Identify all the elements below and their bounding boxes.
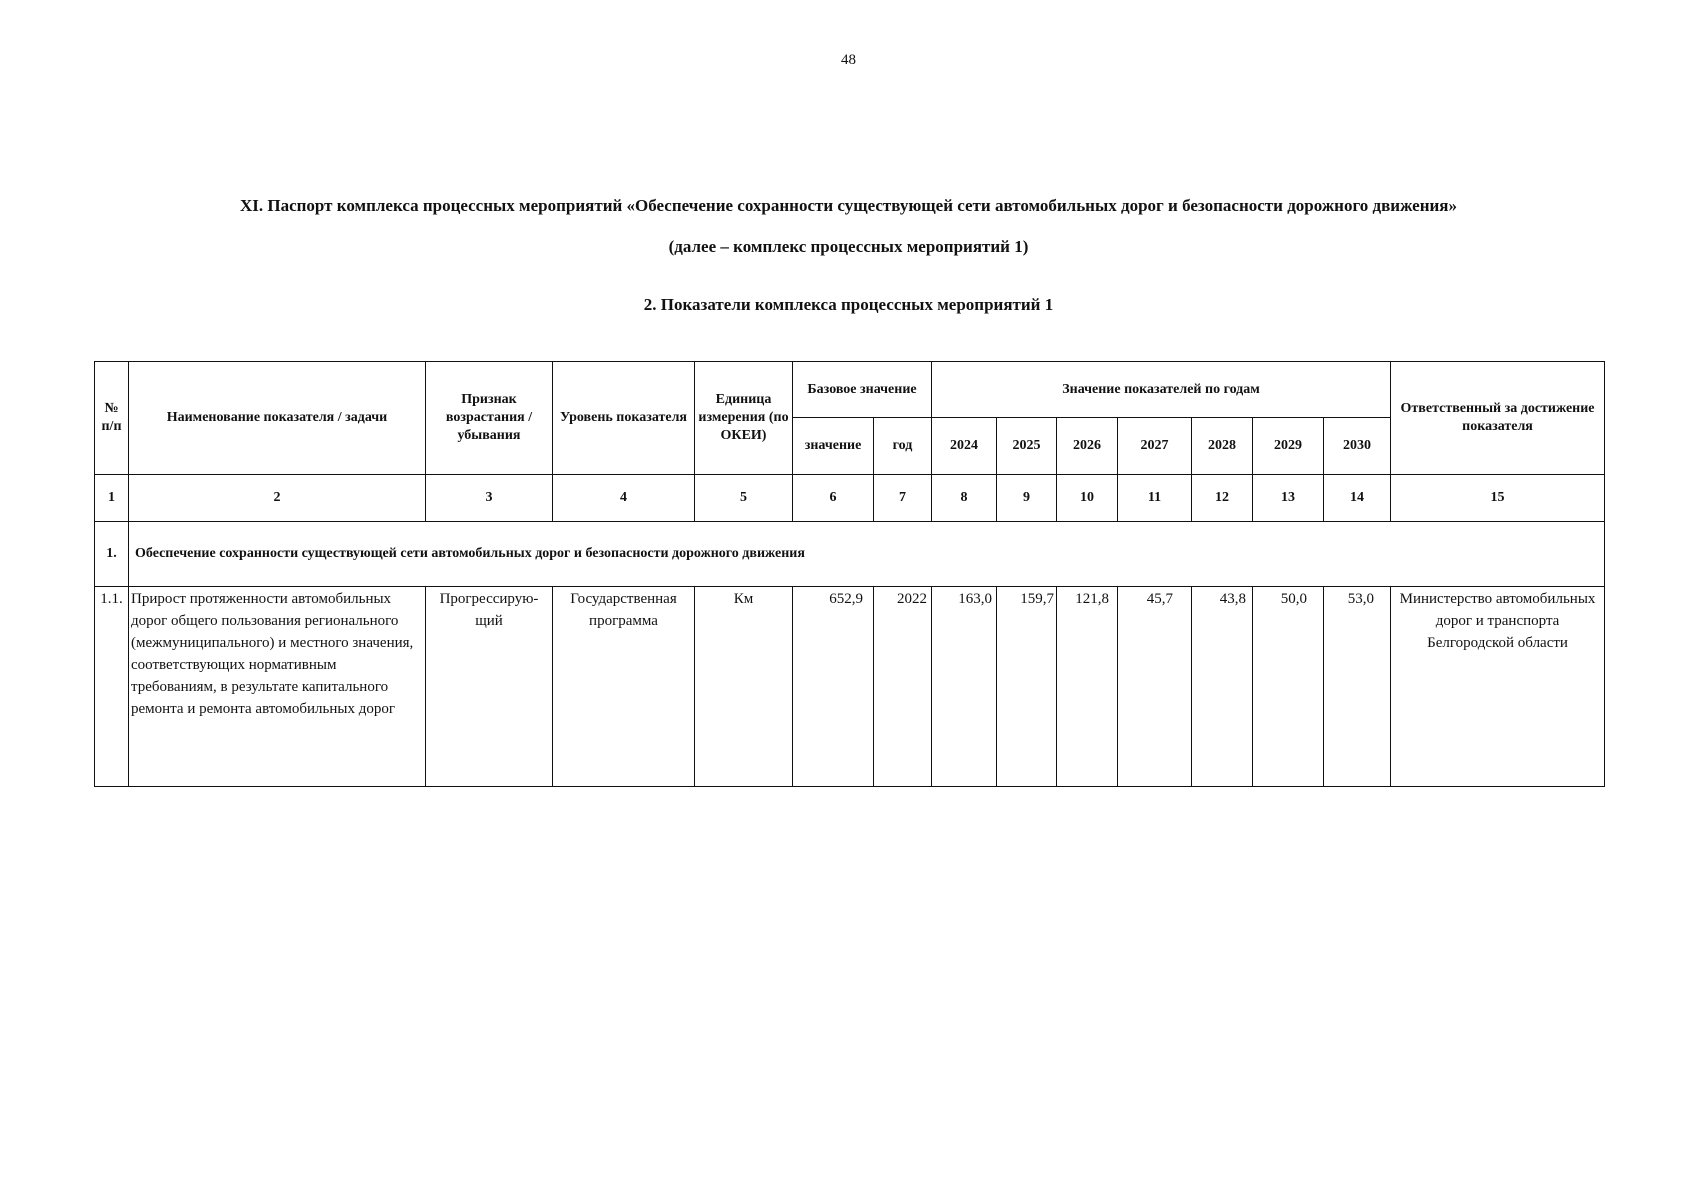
row-value-2027: 45,7: [1118, 587, 1192, 787]
header-name: Наименование показателя / задачи: [129, 362, 426, 475]
row-level: Государственная программа: [553, 587, 695, 787]
header-year: 2029: [1253, 418, 1324, 475]
column-number-row: [95, 475, 1605, 522]
header-level: Уровень показателя: [553, 362, 695, 475]
column-number: 3: [426, 475, 553, 522]
row-value-2025: 159,7: [997, 587, 1057, 787]
column-number: 4: [553, 475, 695, 522]
header-base: Базовое значение: [793, 362, 932, 418]
indicators-table: [94, 361, 1605, 787]
column-number: 2: [129, 475, 426, 522]
section-num: 1.: [95, 522, 129, 587]
column-number: 12: [1192, 475, 1253, 522]
page-number: 48: [841, 52, 856, 68]
row-responsible: Министерство автомобильных дорог и транспорта Белгородской области: [1391, 587, 1605, 787]
column-number: 1: [95, 475, 129, 522]
header-year: 2028: [1192, 418, 1253, 475]
section-subtitle: 2. Показатели комплекса процессных мероприятий 1: [643, 295, 1054, 314]
header-num: № п/п: [95, 362, 129, 475]
header-sign: Признак возрастания / убывания: [426, 362, 553, 475]
column-number: 8: [932, 475, 997, 522]
header-unit: Единица измерения (по ОКЕИ): [695, 362, 793, 475]
header-year: 2025: [997, 418, 1057, 475]
column-number: 5: [695, 475, 793, 522]
row-value-2024: 163,0: [932, 587, 997, 787]
document-title: XI. Паспорт комплекса процессных мероприятий «Обеспечение сохранности существующей сети автомобильных дорог и безопасности дорожного движения»: [239, 196, 1458, 215]
row-unit: Км: [695, 587, 793, 787]
row-value-2026: 121,8: [1057, 587, 1118, 787]
header-row: [95, 362, 1605, 418]
column-number: 10: [1057, 475, 1118, 522]
header-base-year: год: [874, 418, 932, 475]
row-name: Прирост протяженности автомобильных дорог общего пользования регионального (межмуниципального) и местного значения, соответствующих нормативным требованиям, в результате капитального ремонта и ремонта автомобильных дорог: [129, 587, 426, 787]
column-number: 15: [1391, 475, 1605, 522]
column-number: 11: [1118, 475, 1192, 522]
header-year: 2030: [1324, 418, 1391, 475]
row-base-year: 2022: [874, 587, 932, 787]
header-years-group: Значение показателей по годам: [932, 362, 1391, 418]
column-number: 9: [997, 475, 1057, 522]
row-value-2028: 43,8: [1192, 587, 1253, 787]
row-value-2029: 50,0: [1253, 587, 1324, 787]
header-responsible: Ответственный за достижение показателя: [1391, 362, 1605, 475]
header-year: 2024: [932, 418, 997, 475]
column-number: 7: [874, 475, 932, 522]
column-number: 14: [1324, 475, 1391, 522]
row-num: 1.1.: [95, 587, 129, 787]
header-year: 2026: [1057, 418, 1118, 475]
table-row: [95, 587, 1605, 787]
section-row: [95, 522, 1605, 587]
row-base-value: 652,9: [793, 587, 874, 787]
row-value-2030: 53,0: [1324, 587, 1391, 787]
section-title: Обеспечение сохранности существующей сети автомобильных дорог и безопасности дорожного движения: [129, 522, 1605, 587]
header-base-value: значение: [793, 418, 874, 475]
column-number: 13: [1253, 475, 1324, 522]
column-number: 6: [793, 475, 874, 522]
document-title-continuation: (далее – комплекс процессных мероприятий 1): [668, 237, 1029, 256]
row-sign: Прогрессирую-щий: [426, 587, 553, 787]
header-year: 2027: [1118, 418, 1192, 475]
